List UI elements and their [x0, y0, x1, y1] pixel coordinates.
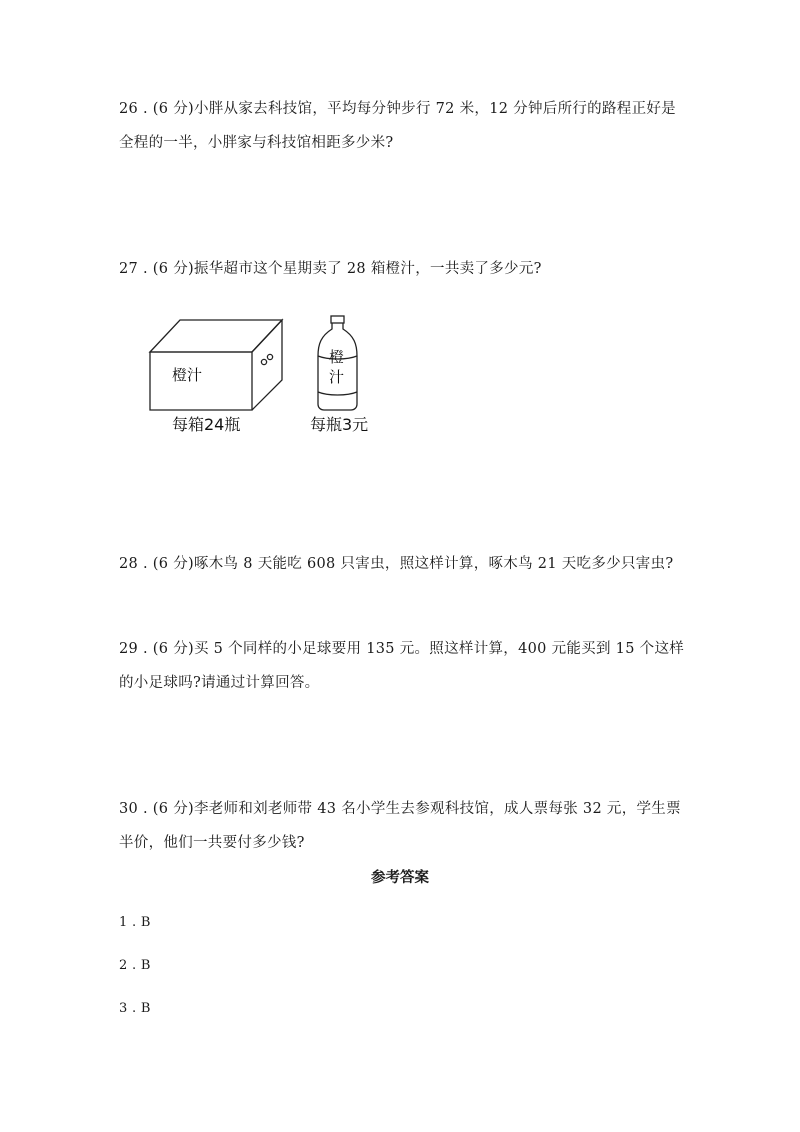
answer-item: 1 . B	[119, 915, 151, 930]
question-number: 30	[119, 801, 139, 817]
juice-illustration	[140, 312, 390, 442]
juice-figure	[140, 312, 390, 446]
question-text: 小胖从家去科技馆，平均每分钟步行 72 米，12 分钟后所行的路程正好是全程的一半，小胖家与科技馆相距多少米?	[119, 101, 676, 151]
answers-heading: 参考答案	[371, 870, 429, 886]
box-caption: 每箱24瓶	[172, 415, 241, 434]
juice-box-icon	[150, 320, 282, 410]
bottle-caption: 每瓶3元	[310, 415, 369, 434]
box-label: 橙汁	[172, 366, 203, 384]
question-points: (6 分)	[152, 641, 194, 657]
answer-number: 1	[119, 915, 128, 930]
answer-item: 3 . B	[119, 1001, 151, 1016]
question-number: 28	[119, 556, 139, 572]
answer-value: B	[140, 958, 151, 973]
answer-number: 3	[119, 1001, 128, 1016]
answer-value: B	[140, 915, 151, 930]
question-points: (6 分)	[152, 261, 194, 277]
answer-number: 2	[119, 958, 128, 973]
question-28: 28 . (6 分)啄木鸟 8 天能吃 608 只害虫，照这样计算，啄木鸟 21 天吃多少只害虫?	[119, 556, 674, 572]
question-text: 李老师和刘老师带 43 名小学生去参观科技馆，成人票每张 32 元，学生票半价，他们一共要付多少钱?	[119, 801, 681, 851]
question-text: 啄木鸟 8 天能吃 608 只害虫，照这样计算，啄木鸟 21 天吃多少只害虫?	[193, 556, 674, 572]
question-27: 27 . (6 分)振华超市这个星期卖了 28 箱橙汁，一共卖了多少元?	[119, 261, 542, 277]
answer-value: B	[140, 1001, 151, 1016]
question-number: 29	[119, 641, 139, 657]
question-number: 26	[119, 101, 139, 117]
question-number: 27	[119, 261, 139, 277]
question-30: 30 . (6 分)李老师和刘老师带 43 名小学生去参观科技馆，成人票每张 32 元，学生票半价，他们一共要付多少钱?	[119, 801, 681, 851]
question-points: (6 分)	[152, 101, 194, 117]
question-points: (6 分)	[152, 556, 194, 572]
question-points: (6 分)	[152, 801, 194, 817]
bottle-label-line1: 橙	[329, 348, 345, 366]
bottle-label-line2: 汁	[329, 368, 345, 386]
answer-item: 2 . B	[119, 958, 151, 973]
question-text: 振华超市这个星期卖了 28 箱橙汁，一共卖了多少元?	[193, 261, 542, 277]
question-29: 29 . (6 分)买 5 个同样的小足球要用 135 元。照这样计算，400 元能买到 15 个这样的小足球吗?请通过计算回答。	[119, 641, 685, 691]
question-26: 26 . (6 分)小胖从家去科技馆，平均每分钟步行 72 米，12 分钟后所行的路程正好是全程的一半，小胖家与科技馆相距多少米?	[119, 101, 676, 151]
question-text: 买 5 个同样的小足球要用 135 元。照这样计算，400 元能买到 15 个这样的小足球吗?请通过计算回答。	[119, 641, 685, 691]
